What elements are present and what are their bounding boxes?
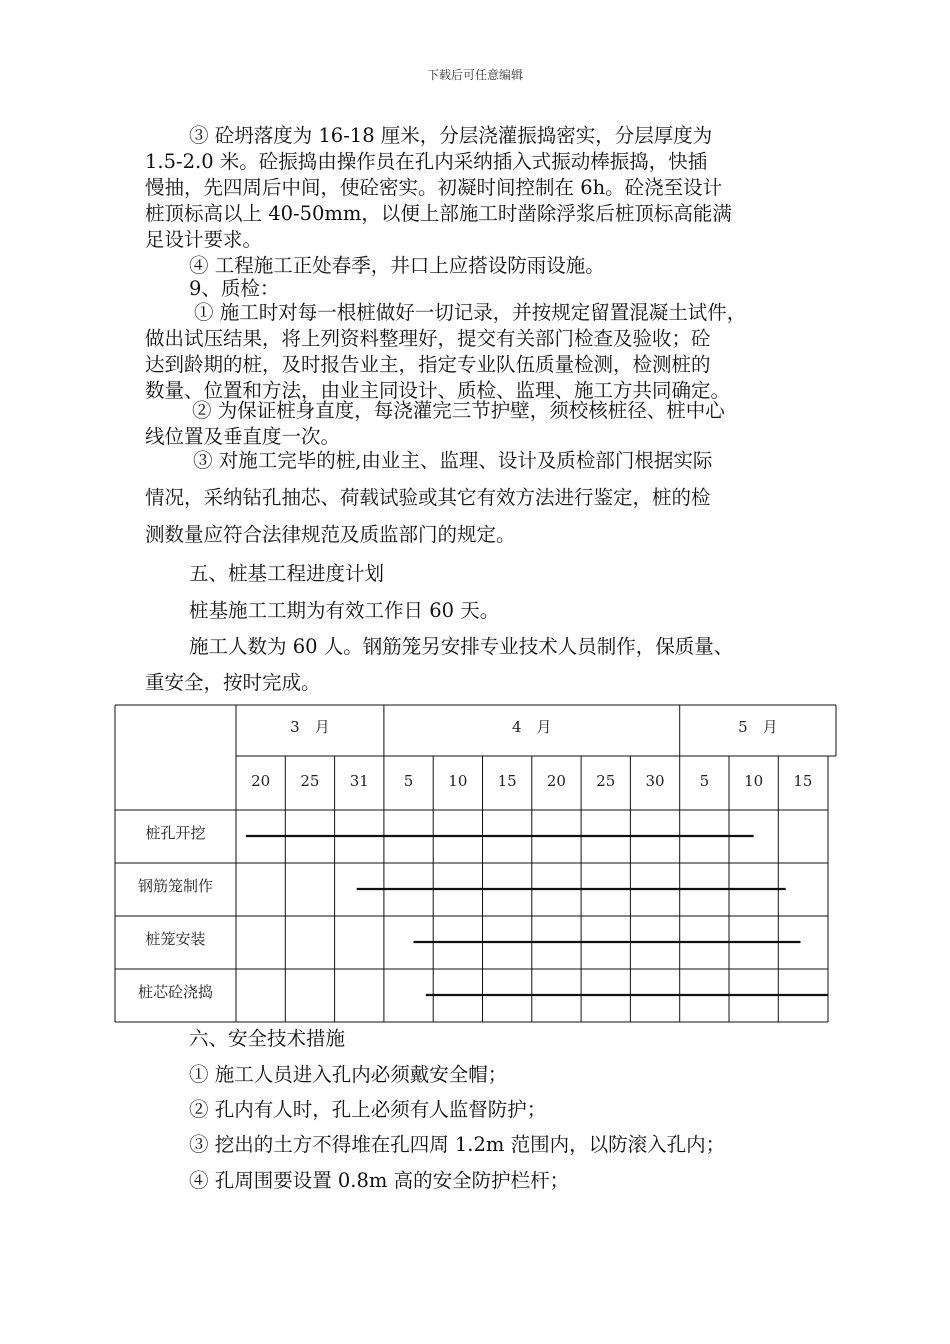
header-note: 下载后可任意编辑	[426, 68, 523, 82]
task-label: 钢筋笼制作	[137, 877, 214, 895]
month-label: 4 月	[512, 718, 552, 736]
paragraph-rain-protection: ④ 工程施工正处春季，井口上应搭设防雨设施。	[189, 254, 605, 277]
text-line: 足设计要求。	[145, 228, 263, 251]
text-line: 达到龄期的桩，及时报告业主，指定专业队伍质量检测，检测桩的	[145, 353, 711, 376]
day-tick-label: 5	[699, 772, 710, 790]
text-line: 桩顶标高以上 40-50mm，以便上部施工时凿除浮浆后桩顶标高能满	[145, 202, 732, 225]
safety-item: ① 施工人员进入孔内必须戴安全帽；	[189, 1063, 508, 1086]
paragraph-slump	[145, 123, 810, 253]
section-schedule-heading: 五、桩基工程进度计划	[189, 562, 385, 585]
text-line: 1.5-2.0 米。砼振捣由操作员在孔内采纳插入式振动棒振捣，快插	[145, 150, 708, 173]
task-label: 桩芯砼浇捣	[137, 983, 214, 1001]
day-tick-label: 15	[793, 772, 813, 790]
schedule-duration: 桩基施工工期为有效工作日 60 天。	[189, 599, 500, 622]
text-line: 数量、位置和方法，由业主同设计、质检、监理、施工方共同确定。	[145, 379, 731, 402]
day-tick-label: 31	[349, 772, 369, 790]
paragraph-records	[145, 300, 810, 404]
day-tick-label: 25	[300, 772, 320, 790]
day-tick-label: 5	[403, 772, 414, 790]
day-tick-label: 10	[448, 772, 468, 790]
text-line: ② 为保证桩身直度，每浇灌完三节护壁，须校核桩径、桩中心	[192, 399, 725, 422]
text-line: 线位置及垂直度一次。	[145, 425, 341, 448]
day-tick-label: 15	[497, 772, 517, 790]
task-label: 桩孔开挖	[145, 824, 206, 842]
day-tick-label: 20	[546, 772, 566, 790]
paragraph-inspection-line2: 情况，采纳钻孔抽芯、荷载试验或其它有效方法进行鉴定，桩的检	[145, 486, 711, 509]
text-line: ① 施工时对每一根桩做好一切记录，并按规定留置混凝土试件，	[194, 301, 747, 324]
day-tick-label: 10	[744, 772, 764, 790]
schedule-workforce-line2: 重安全，按时完成。	[145, 671, 321, 694]
safety-item: ④ 孔周围要设置 0.8m 高的安全防护栏杆；	[189, 1169, 570, 1192]
task-label: 桩笼安装	[145, 930, 206, 948]
text-line: 做出试压结果，将上列资料整理好，提交有关部门检查及验收；砼	[145, 327, 711, 350]
paragraph-inspection-line3: 测数量应符合法律规范及质监部门的规定。	[145, 523, 516, 546]
section-quality-check: 9、质检：	[189, 277, 280, 300]
month-label: 5 月	[738, 718, 778, 736]
section-safety-heading: 六、安全技术措施	[189, 1027, 346, 1050]
day-tick-label: 25	[596, 772, 616, 790]
day-tick-label: 30	[645, 772, 665, 790]
text-line: ③ 砼坍落度为 16-18 厘米，分层浇灌振捣密实，分层厚度为	[189, 124, 713, 147]
paragraph-straightness	[145, 398, 810, 450]
day-tick-label: 20	[251, 772, 271, 790]
safety-item: ③ 挖出的土方不得堆在孔四周 1.2m 范围内，以防滚入孔内；	[189, 1133, 726, 1156]
text-line: 慢抽，先四周后中间，使砼密实。初凝时间控制在 6h。砼浇至设计	[145, 176, 723, 199]
schedule-workforce-line1: 施工人数为 60 人。钢筋笼另安排专业技术人员制作，保质量、	[189, 635, 734, 658]
paragraph-inspection-line1: ③ 对施工完毕的桩,由业主、监理、设计及质检部门根据实际	[193, 449, 713, 472]
safety-item: ② 孔内有人时，孔上必须有人监督防护；	[189, 1098, 547, 1121]
month-label: 3 月	[290, 718, 330, 736]
